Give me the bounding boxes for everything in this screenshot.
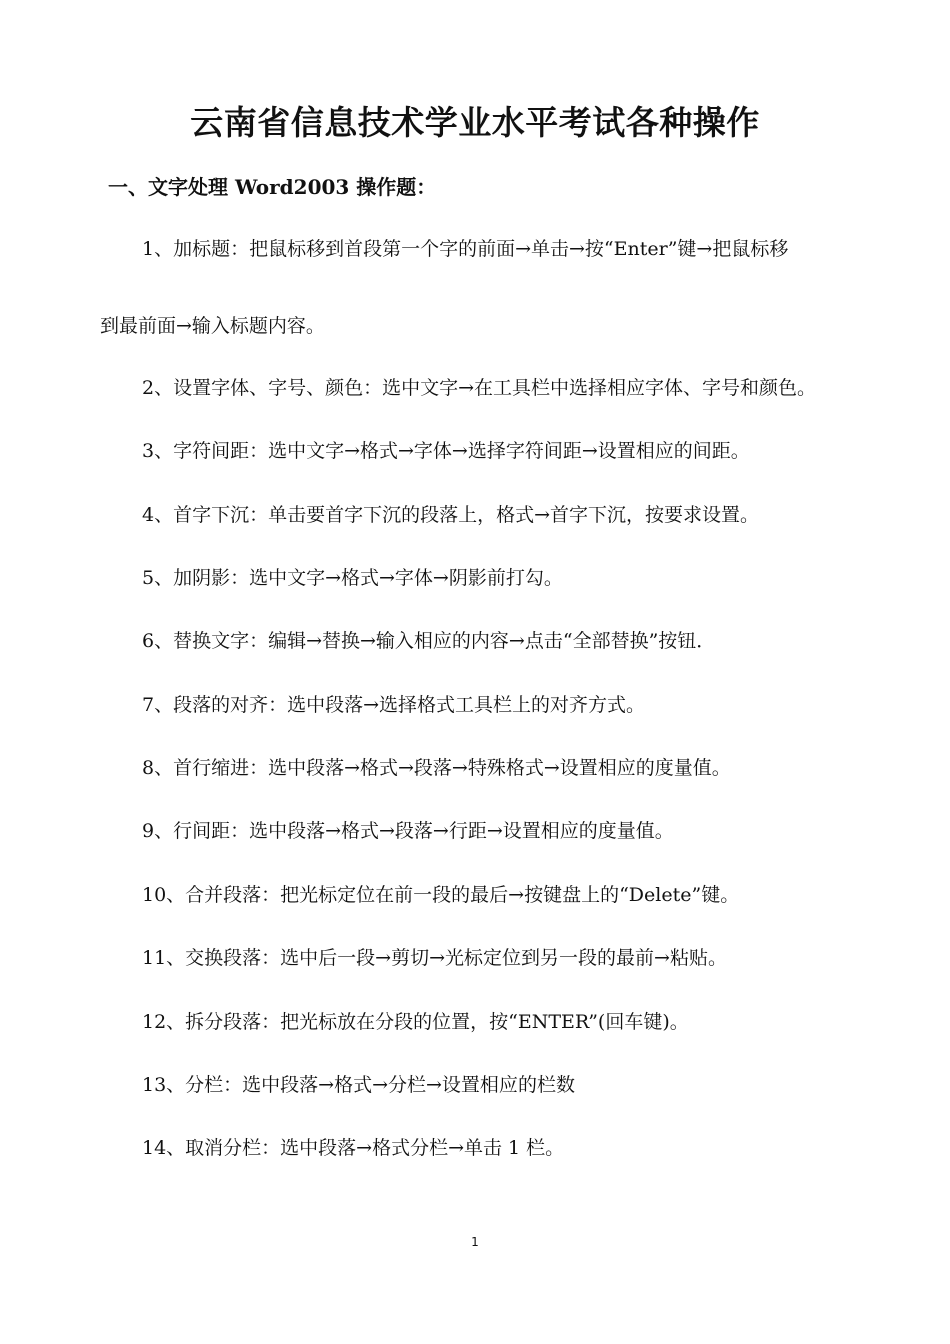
section-heading: 一、文字处理 Word2003 操作题： (108, 175, 437, 199)
list-item: 3、字符间距：选中文字→格式→字体→选择字符间距→设置相应的间距。 (142, 440, 750, 462)
list-item: 5、加阴影：选中文字→格式→字体→阴影前打勾。 (142, 567, 563, 589)
document-title: 云南省信息技术学业水平考试各种操作 (190, 103, 760, 142)
list-item: 4、首字下沉：单击要首字下沉的段落上，格式→首字下沉，按要求设置。 (142, 504, 760, 526)
list-item-continuation: 到最前面→输入标题内容。 (100, 315, 325, 337)
list-item: 14、取消分栏：选中段落→格式分栏→单击 1 栏。 (142, 1137, 565, 1159)
list-item: 11、交换段落：选中后一段→剪切→光标定位到另一段的最前→粘贴。 (142, 947, 727, 969)
list-item: 12、拆分段落：把光标放在分段的位置，按“ENTER”(回车键)。 (142, 1011, 689, 1033)
list-item: 2、设置字体、字号、颜色：选中文字→在工具栏中选择相应字体、字号和颜色。 (142, 377, 817, 399)
list-item: 13、分栏：选中段落→格式→分栏→设置相应的栏数 (142, 1074, 575, 1096)
list-item: 10、合并段落：把光标定位在前一段的最后→按键盘上的“Delete”键。 (142, 884, 740, 906)
list-item: 6、替换文字：编辑→替换→输入相应的内容→点击“全部替换”按钮． (142, 630, 716, 652)
list-item: 7、段落的对齐：选中段落→选择格式工具栏上的对齐方式。 (142, 694, 646, 716)
list-item: 8、首行缩进：选中段落→格式→段落→特殊格式→设置相应的度量值。 (142, 757, 731, 779)
page-number: 1 (471, 1235, 479, 1249)
list-item: 1、加标题：把鼠标移到首段第一个字的前面→单击→按“Enter”键→把鼠标移 (142, 238, 789, 260)
list-item: 9、行间距：选中段落→格式→段落→行距→设置相应的度量值。 (142, 820, 674, 842)
